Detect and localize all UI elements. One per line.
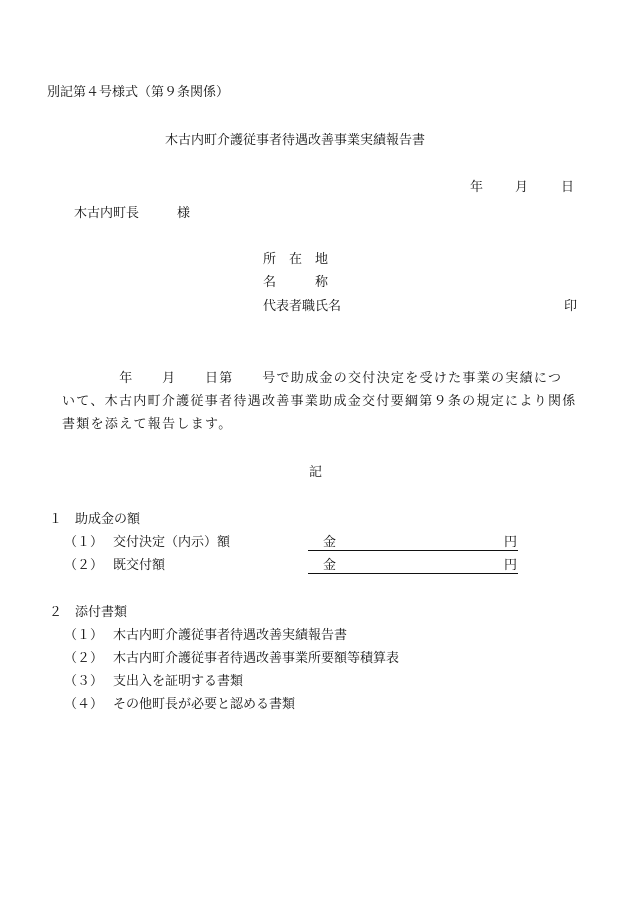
s1-item2-suffix: 円 bbox=[504, 558, 518, 573]
address-label: 所 在 地 bbox=[263, 252, 329, 267]
section2-heading: ２ 添付書類 bbox=[49, 605, 128, 620]
representative-label: 代表者職氏名 bbox=[263, 299, 342, 314]
s1-item1-prefix: 金 bbox=[323, 535, 337, 550]
s2-item4-num: （４） bbox=[64, 697, 104, 712]
addressee-name: 木古内町長 bbox=[74, 206, 140, 221]
document-title: 木古内町介護従事者待遇改善事業実績報告書 bbox=[165, 133, 426, 148]
s1-item1-amount-line bbox=[308, 550, 518, 551]
body-line-2: いて、木古内町介護従事者待遇改善事業助成金交付要綱第９条の規定により関係 bbox=[62, 394, 577, 409]
s1-item2-label: 既交付額 bbox=[113, 558, 166, 573]
date-year: 年 bbox=[470, 180, 484, 195]
s1-item1-label: 交付決定（内示）額 bbox=[113, 535, 231, 550]
section1-heading: １ 助成金の額 bbox=[49, 512, 141, 527]
s2-item2-label: 木古内町介護従事者待遇改善事業所要額等積算表 bbox=[113, 651, 400, 666]
body-line-3: 書類を添えて報告します。 bbox=[62, 417, 233, 432]
s1-item1-num: （１） bbox=[64, 535, 104, 550]
s1-item2-num: （２） bbox=[64, 558, 104, 573]
form-label: 別記第４号様式（第９条関係） bbox=[47, 85, 230, 100]
date-day: 日 bbox=[561, 180, 575, 195]
s2-item2-num: （２） bbox=[64, 651, 104, 666]
addressee-honorific: 様 bbox=[177, 206, 191, 221]
seal-mark: 印 bbox=[564, 299, 578, 314]
ki-mark: 記 bbox=[309, 465, 323, 480]
s1-item2-prefix: 金 bbox=[323, 558, 337, 573]
s2-item1-num: （１） bbox=[64, 628, 104, 643]
s2-item3-num: （３） bbox=[64, 674, 104, 689]
s2-item1-label: 木古内町介護従事者待遇改善実績報告書 bbox=[113, 628, 348, 643]
date-month: 月 bbox=[515, 180, 529, 195]
body-line-1: 年 月 日第 号で助成金の交付決定を受けた事業の実績につ bbox=[62, 371, 563, 386]
s2-item3-label: 支出入を証明する書類 bbox=[113, 674, 244, 689]
s2-item4-label: その他町長が必要と認める書類 bbox=[113, 697, 296, 712]
s1-item2-amount-line bbox=[308, 573, 518, 574]
name-label: 名 称 bbox=[263, 275, 329, 290]
s1-item1-suffix: 円 bbox=[504, 535, 518, 550]
